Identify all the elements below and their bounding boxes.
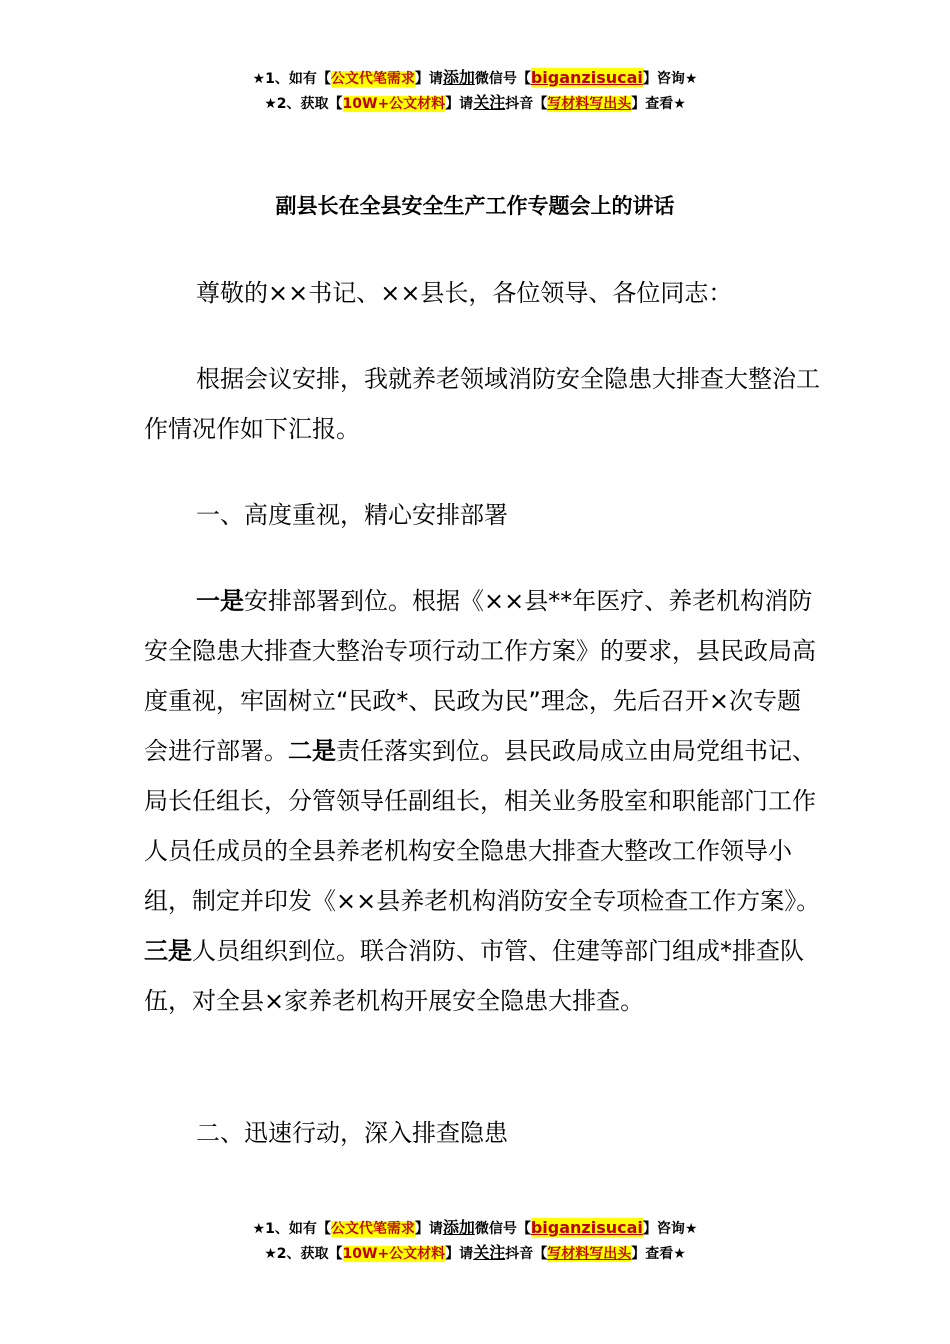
banner-line-1 <box>0 1216 950 1241</box>
point-label-1: 一是 <box>196 587 244 615</box>
point-label-2: 二是 <box>288 737 336 765</box>
point-text-2: 责任落实到位。县民政局成立由局党组书记、局长任组长，分管领导任副组长，相关业务股室和职能部门工作人员任成员的全县养老机构安全隐患大排查大整改工作领导小组，制定并印发《××县养老机构消防安全专项检查工作方案》。 <box>144 737 821 915</box>
banner-underlined: 添加 <box>442 1218 475 1237</box>
banner-highlight: 公文代笔需求 <box>330 1221 415 1237</box>
banner-text: 微信号【 <box>474 1221 531 1237</box>
section-heading-1: 一、高度重视，精心安排部署 <box>196 501 508 529</box>
section-1-body <box>144 576 824 1026</box>
banner-line-1 <box>0 66 950 91</box>
footer-banner <box>0 1216 950 1266</box>
banner-highlight: 10W+公文材料 <box>342 1246 446 1262</box>
banner-text: ★1、如有【 <box>252 71 331 87</box>
banner-text: 微信号【 <box>474 71 531 87</box>
banner-text: 抖音【 <box>505 96 548 112</box>
banner-text: 】咨询★ <box>642 71 698 87</box>
banner-douyin-id: 写材料写出头 <box>547 96 632 112</box>
banner-text: 】请 <box>445 1246 474 1262</box>
banner-text: ★2、获取【 <box>264 1246 343 1262</box>
banner-underlined: 关注 <box>473 1243 506 1262</box>
banner-wechat-id: biganzisucai <box>530 68 643 87</box>
banner-wechat-id: biganzisucai <box>530 1218 643 1237</box>
banner-text: ★1、如有【 <box>252 1221 331 1237</box>
banner-text: 】咨询★ <box>642 1221 698 1237</box>
salutation: 尊敬的××书记、××县长，各位领导、各位同志： <box>196 279 733 307</box>
point-text-3: 人员组织到位。联合消防、市管、住建等部门组成*排查队伍，对全县×家养老机构开展安全隐患大排查。 <box>144 937 804 1015</box>
header-banner <box>0 66 950 116</box>
point-label-3: 三是 <box>144 937 192 965</box>
banner-text: 】请 <box>414 1221 443 1237</box>
banner-douyin-id: 写材料写出头 <box>547 1246 632 1262</box>
banner-text: ★2、获取【 <box>264 96 343 112</box>
banner-text: 抖音【 <box>505 1246 548 1262</box>
banner-highlight: 10W+公文材料 <box>342 96 446 112</box>
banner-text: 】查看★ <box>631 96 686 112</box>
document-title: 副县长在全县安全生产工作专题会上的讲话 <box>275 194 675 218</box>
intro-paragraph: 根据会议安排，我就养老领域消防安全隐患大排查大整治工作情况作如下汇报。 <box>144 365 820 443</box>
banner-text: 】请 <box>445 96 474 112</box>
banner-text: 】请 <box>414 71 443 87</box>
point-text-1: 安排部署到位。根据《××县**年医疗、养老机构消防安全隐患大排查大整治专项行动工作方案》的要求，县民政局高度重视，牢固树立“民政*、民政为民”理念，先后召开×次专题会进行部署。 <box>144 587 816 765</box>
banner-underlined: 添加 <box>442 68 475 87</box>
banner-highlight: 公文代笔需求 <box>330 71 415 87</box>
banner-line-2 <box>0 91 950 116</box>
section-heading-2: 二、迅速行动，深入排查隐患 <box>196 1119 508 1147</box>
banner-underlined: 关注 <box>473 93 506 112</box>
banner-line-2 <box>0 1241 950 1266</box>
banner-text: 】查看★ <box>631 1246 686 1262</box>
